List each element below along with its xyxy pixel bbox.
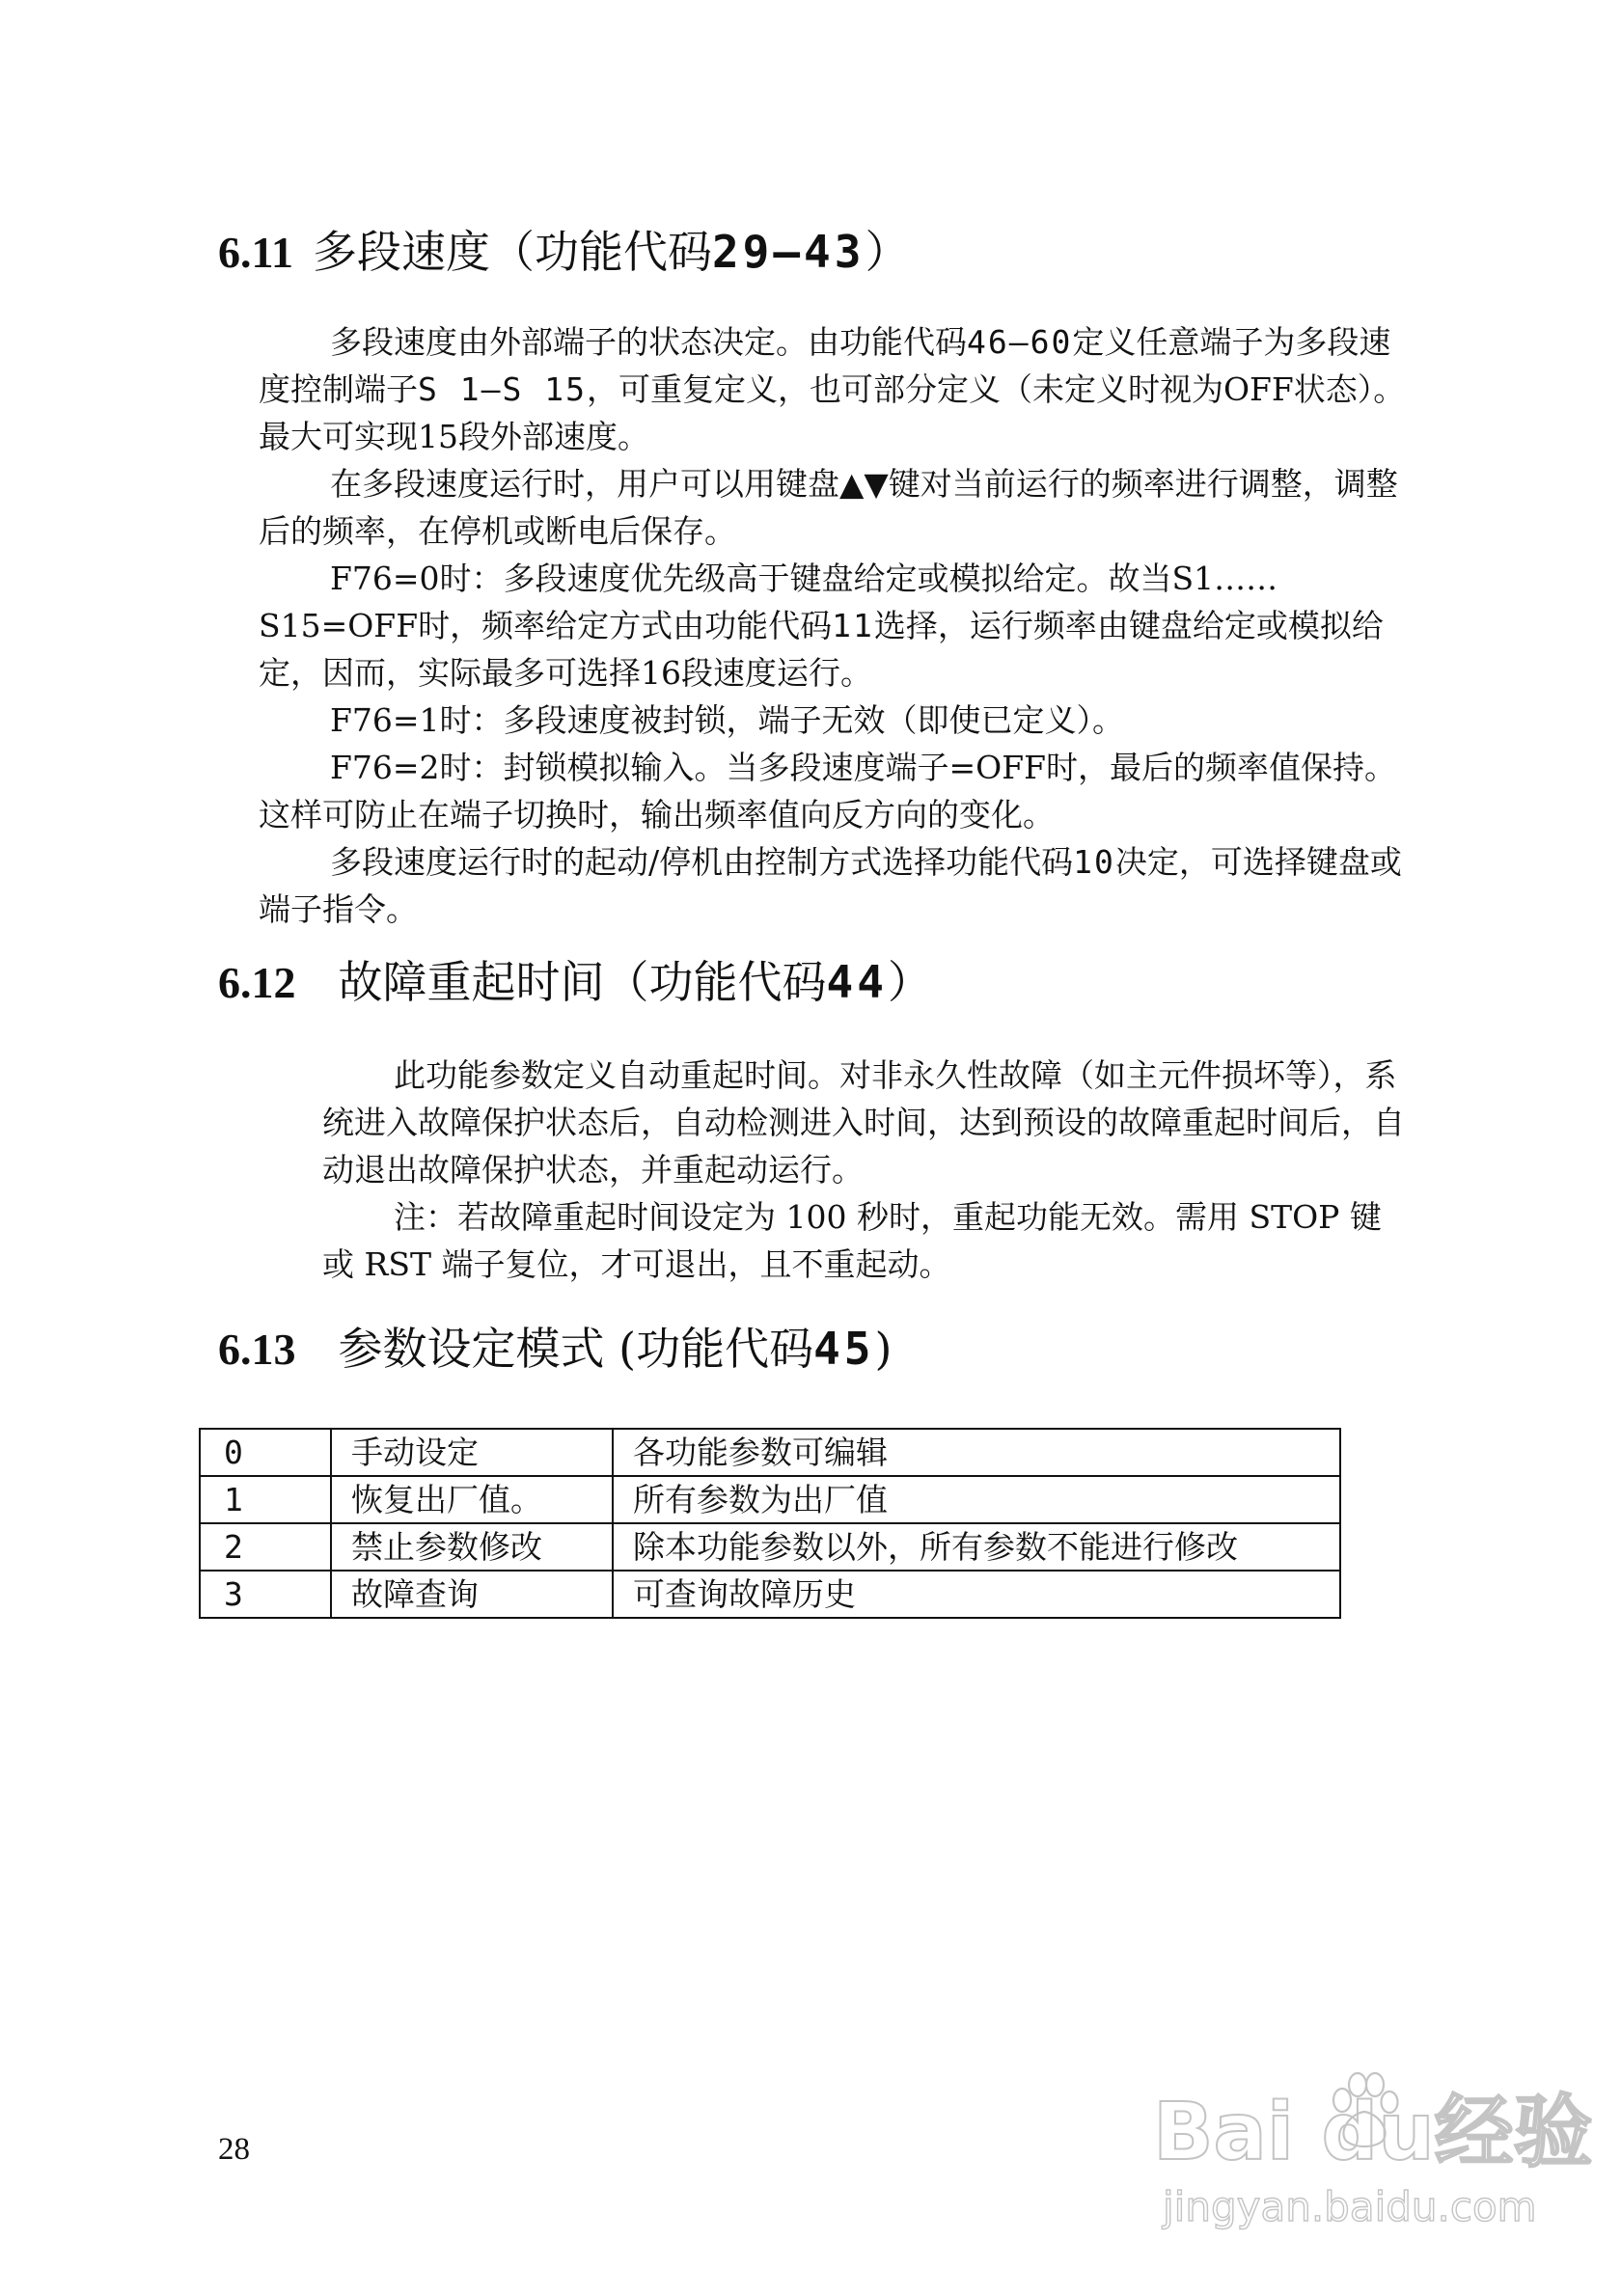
mode-description: 所有参数为出厂值 xyxy=(613,1476,1340,1523)
table-row xyxy=(200,1523,1340,1571)
function-code: 10 xyxy=(1073,843,1115,881)
paragraph xyxy=(259,318,1407,460)
mode-name: 恢复出厂值。 xyxy=(331,1476,613,1523)
watermark-logo-text: Bai du经验 xyxy=(1153,2087,1593,2178)
section-number: 6.13 xyxy=(218,1325,296,1374)
baidu-jingyan-watermark xyxy=(1153,2069,1593,2282)
table-row xyxy=(200,1429,1340,1476)
paragraph: 注：若故障重起时间设定为 100 秒时，重起功能无效。需用 STOP 键或 RST 端子复位，才可退出，且不重起动。 xyxy=(322,1198,1382,1283)
section-6-11-heading xyxy=(218,226,910,278)
function-code: 45 xyxy=(813,1323,875,1375)
paw-icon xyxy=(1329,2071,1400,2150)
section-number: 6.12 xyxy=(218,958,296,1007)
page-number: 28 xyxy=(218,2132,250,2167)
paragraph: 此功能参数定义自动重起时间。对非永久性故障（如主元件损坏等），系统进入故障保护状态后，自动检测进入时间，达到预设的故障重起时间后，自动退出故障保护状态，并重起动运行。 xyxy=(322,1056,1405,1189)
section-6-12-heading xyxy=(218,956,932,1008)
mode-name: 手动设定 xyxy=(331,1429,613,1476)
mode-code: 2 xyxy=(200,1523,331,1571)
text-run: 选择，运行频率由键盘给定或模拟给定，因而，实际最多可选择16段速度运行。 xyxy=(259,607,1384,692)
paragraph: F76=1时：多段速度被封锁，端子无效（即使已定义）。 xyxy=(330,701,1125,739)
paragraph xyxy=(259,555,1407,697)
mode-code: 3 xyxy=(200,1571,331,1618)
text-run: F76=0时：多段速度优先级高于键盘给定或模拟给定。故当S1……S15=OFF时，频率给定方式由功能代码 xyxy=(259,560,1278,644)
table-row xyxy=(200,1571,1340,1618)
section-title: 故障重起时间（功能代码 xyxy=(338,956,827,1008)
paragraph: 在多段速度运行时，用户可以用键盘▲▼键对当前运行的频率进行调整，调整后的频率，在停机或断电后保存。 xyxy=(259,465,1398,550)
table-row xyxy=(200,1476,1340,1523)
text-run: 多段速度运行时的起动/停机由控制方式选择功能代码 xyxy=(330,843,1074,881)
mode-description: 除本功能参数以外，所有参数不能进行修改 xyxy=(613,1523,1340,1571)
mode-name: 故障查询 xyxy=(331,1571,613,1618)
text-run: 多段速度由外部端子的状态决定。由功能代码 xyxy=(330,323,967,361)
section-title: 参数设定模式 (功能代码 xyxy=(338,1323,814,1375)
function-code: 29—43 xyxy=(711,226,865,278)
paragraph: F76=2时：封锁模拟输入。当多段速度端子=OFF时，最后的频率值保持。这样可防止在端子切换时，输出频率值向反方向的变化。 xyxy=(259,749,1397,834)
mode-description: 可查询故障历史 xyxy=(613,1571,1340,1618)
text-run: 定义任意端子为多段速度控制端子 xyxy=(259,323,1391,408)
text-run: 决定，可选择键盘或端子指令。 xyxy=(259,843,1402,928)
section-title-close: ） xyxy=(865,226,910,278)
section-number: 6.11 xyxy=(218,228,293,277)
section-6-13-heading xyxy=(218,1323,893,1375)
section-6-11-body xyxy=(259,318,1407,933)
section-6-12-body xyxy=(322,1052,1407,1288)
function-code: 11 xyxy=(832,607,874,644)
function-code: 44 xyxy=(826,956,888,1008)
parameter-mode-table xyxy=(199,1428,1341,1619)
paragraph xyxy=(259,838,1407,933)
section-title: 多段速度（功能代码 xyxy=(312,226,712,278)
mode-code: 1 xyxy=(200,1476,331,1523)
function-code: 46—60 xyxy=(967,323,1073,361)
section-title-close: ） xyxy=(887,956,932,1008)
terminal-code: S 1—S 15 xyxy=(418,370,587,408)
watermark-url: jingyan.baidu.com xyxy=(1163,2183,1537,2230)
text-run: ，可重复定义，也可部分定义（未定义时视为OFF状态）。最大可实现15段外部速度。 xyxy=(259,370,1406,455)
mode-description: 各功能参数可编辑 xyxy=(613,1429,1340,1476)
mode-name: 禁止参数修改 xyxy=(331,1523,613,1571)
section-title-close: ) xyxy=(874,1323,893,1375)
mode-code: 0 xyxy=(200,1429,331,1476)
